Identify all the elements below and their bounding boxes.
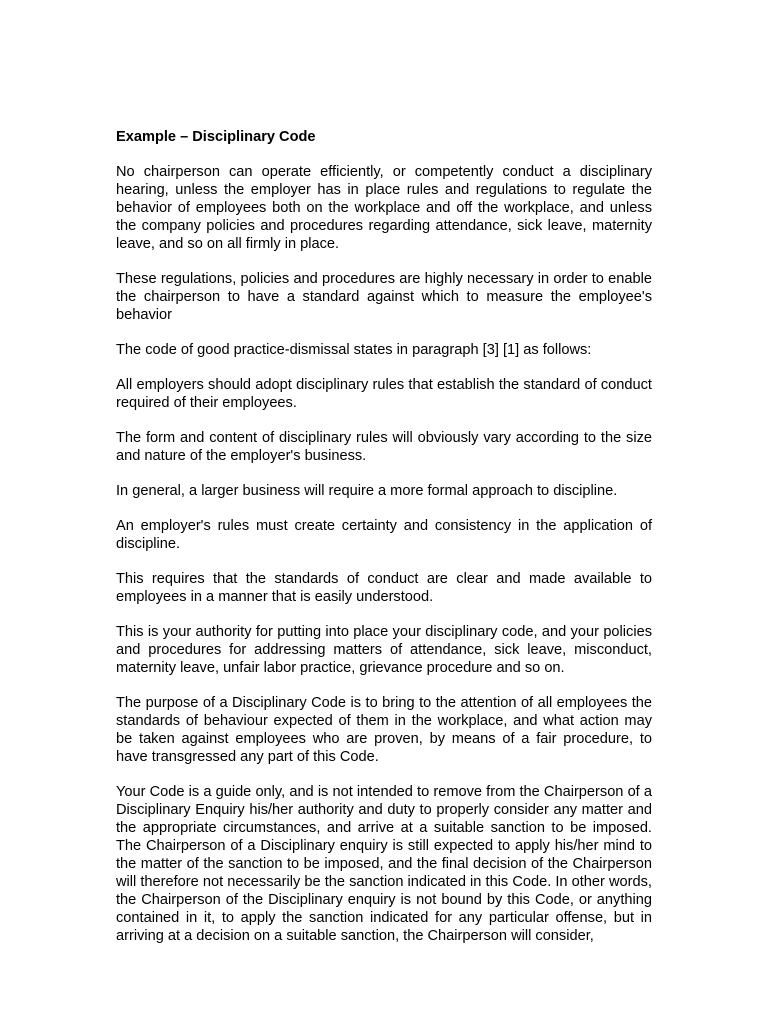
paragraph-authority: This is your authority for putting into place your disciplinary code, and your policies and procedures for addressing matters of attendance, sick leave, misconduct, maternity leave, unfair labor practice, grievance procedure and so on. (116, 624, 652, 676)
paragraph-larger-business: In general, a larger business will require a more formal approach to discipline. (116, 483, 618, 499)
paragraph-intro: No chairperson can operate efficiently, or competently conduct a disciplinary hearing, unless the employer has in place rules and regulations to regulate the behavior of employees both on the workplace and off the workplace, and unless the company policies and procedures regarding attendance, sick leave, maternity leave, and so on all firmly in place. (116, 164, 652, 252)
paragraph-regulations: These regulations, policies and procedures are highly necessary in order to enable the chairperson to have a standard against which to measure the employee's behavior (116, 271, 652, 323)
paragraph-code-of-good-practice: The code of good practice-dismissal states in paragraph [3] [1] as follows: (116, 342, 592, 358)
paragraph-certainty: An employer's rules must create certainty and consistency in the application of discipline. (116, 518, 652, 552)
paragraph-standards-clear: This requires that the standards of conduct are clear and made available to employees in a manner that is easily understood. (116, 571, 652, 605)
paragraph-adopt-rules: All employers should adopt disciplinary rules that establish the standard of conduct required of their employees. (116, 377, 652, 411)
paragraph-purpose: The purpose of a Disciplinary Code is to bring to the attention of all employees the standards of behaviour expected of them in the workplace, and what action may be taken against employees who are proven, by means of a fair procedure, to have transgressed any part of this Code. (116, 695, 652, 765)
document-title: Example – Disciplinary Code (116, 129, 316, 145)
paragraph-guide-only: Your Code is a guide only, and is not intended to remove from the Chairperson of a Disciplinary Enquiry his/her authority and duty to properly consider any matter and the appropriate circumstances, and arrive at a suitable sanction to be imposed. The Chairperson of a Disciplinary enquiry is still expected to apply his/her mind to the matter of the sanction to be imposed, and the final decision of the Chairperson will therefore not necessarily be the sanction indicated in this Code. In other words, the Chairperson of the Disciplinary enquiry is not bound by this Code, or anything contained in it, to apply the sanction indicated for any particular offense, but in arriving at a decision on a suitable sanction, the Chairperson will consider, (116, 784, 652, 944)
paragraph-form-and-content: The form and content of disciplinary rules will obviously vary according to the size and nature of the employer's business. (116, 430, 652, 464)
document-page (116, 128, 652, 962)
